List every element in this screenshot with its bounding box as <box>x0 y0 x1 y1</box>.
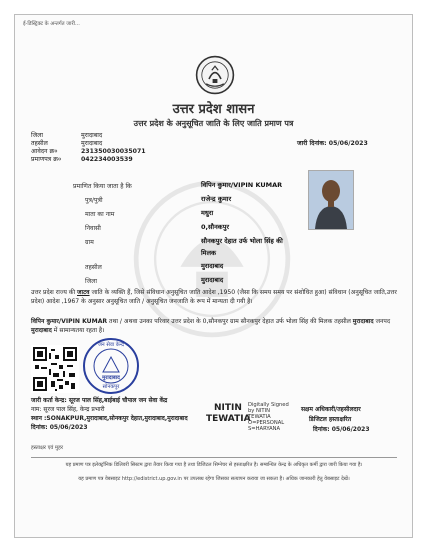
caste-name: जाटव <box>77 289 90 296</box>
digital-signature-note: Digitally Signed by NITIN TEWATIA O=PERSONAL S=HARYANA <box>248 402 289 432</box>
residence-name: विपिन कुमार/VIPIN KUMAR <box>31 318 108 325</box>
tehsil-field-value: मुरादाबाद <box>201 262 224 270</box>
mother-value: मधुरा <box>201 209 214 217</box>
caste-paragraph <box>31 288 397 306</box>
tehsil-field-label: तहसील <box>85 264 102 271</box>
authority-title: सक्षम अधिकारी/तहसीलदार <box>301 406 361 413</box>
authority-digital-signed: डिजिटल हस्ताक्षरित <box>309 416 352 423</box>
seal-top-text: जन सेवा केन्द्र <box>97 342 125 348</box>
operator-location: स्थान :SONAKPUR,मुरादाबाद,सोनकपुर देहात,मुरादाबाद,मुरादाबाद <box>31 415 188 422</box>
watermark-emblem-icon <box>133 180 291 338</box>
certificate-page <box>14 14 413 538</box>
district-field-label: जिला <box>85 278 97 285</box>
issuing-center: जारी कर्ता केन्द्र: सूरज पाल सिंह,बाईबाई चौपाल जन सेवा केंद्र <box>31 397 168 404</box>
certificate-subtitle: उत्तर प्रदेश के अनुसूचित जाति के लिए जाति प्रमाण पत्र <box>133 119 294 128</box>
up-government-emblem-icon <box>195 55 235 95</box>
district-label: जिला <box>31 132 43 139</box>
certificate-no-label: प्रमाणपत्र क्र० <box>31 156 62 163</box>
resident-value: 0,सौनकपुर <box>201 223 230 231</box>
resident-label: निवासी <box>85 225 101 232</box>
signature-label: हस्ताक्षर एवं मुहर <box>31 445 63 451</box>
certificate-no-value: 042234003539 <box>81 156 133 163</box>
village-value-line1: सौनकपुर देहात उर्फ भोला सिंह की <box>201 237 283 245</box>
certify-value: विपिन कुमार/VIPIN KUMAR <box>201 181 283 189</box>
issue-date: जारी दिनांक: 05/06/2023 <box>297 140 368 147</box>
signer-last-name: TEWATIA <box>206 414 251 424</box>
signer-first-name: NITIN <box>214 403 242 413</box>
top-note: ई-डिस्ट्रिक्ट के अन्तर्गत जारी... <box>23 21 80 27</box>
tehsil-label: तहसील <box>31 140 48 147</box>
tehsil-value: मुरादाबाद <box>81 140 103 147</box>
footer-line-1: यह प्रमाण पत्र इलेक्ट्रॉनिक डिलिवरी सिस्टम द्वारा तैयार किया गया है तथा डिजिटल सिग्नेचर से हस्ताक्षरित है। सम्बन्धित केन्द्र के अधिकृत कर्मी द्वारा जारी किया गया है। <box>65 462 363 468</box>
operator-name: नाम: सूरज पाल सिंह, केन्द्र प्रभारी <box>31 406 105 413</box>
service-center-seal <box>82 337 140 395</box>
district-value: मुरादाबाद <box>81 132 103 139</box>
government-title: उत्तर प्रदेश शासन <box>172 102 255 117</box>
caste-paragraph-start: उत्तर प्रदेश राज्य की <box>31 289 76 296</box>
caste-paragraph-rest: जाति के व्यक्ति हैं, जिसे संविधान अनुसूचित जाति आदेश ,1950 (जैसा कि समय समय पर संशोधित हुआ) संविधान (अनुसूचित जाति,उत्तर प्रदेश) आदेश ,1967 के अनुसार अनुसूचित जाति / अनुसूचित जनजाति के रूप में मान्यता दी गयी है। <box>31 289 397 305</box>
certify-label: प्रमाणित किया जाता है कि <box>73 183 132 190</box>
residence-district: मुरादाबाद <box>31 327 52 334</box>
authority-date: दिनांक: 05/06/2023 <box>313 426 370 433</box>
son-of-label: पुत्र/पुत्री <box>85 197 103 204</box>
seal-center-text: मुरादाबाद <box>102 375 120 381</box>
residence-tehsil: मुरादाबाद <box>352 318 374 325</box>
qr-code <box>31 345 79 393</box>
application-no-label: आवेदन क्र० <box>31 148 58 155</box>
operator-date: दिनांक: 05/06/2023 <box>31 424 88 431</box>
residence-district-label: जनपद <box>375 318 391 325</box>
footer-divider <box>31 457 397 458</box>
footer-line-2: यह प्रमाण पत्र वेबसाइट http://edistrict.up.gov.in पर उपलब्ध रहेगा जिसका सत्यापन कराया जा सकता है। अधिक जानकारी हेतु वेबसाइट देखें। <box>78 476 350 482</box>
person-photo-icon <box>309 171 353 229</box>
residence-paragraph <box>31 317 397 335</box>
application-no-value: 231350030035071 <box>81 148 146 155</box>
village-value-line2: मिलक <box>201 249 216 257</box>
mother-label: माता का नाम <box>85 211 115 218</box>
residence-text: तथा / अथवा उनका परिवार उत्तर प्रदेश के 0,सौनकपुर ग्राम सौनकपुर देहात उर्फ भोला सिंह की मिलक तहसील <box>109 318 351 325</box>
village-label: ग्राम <box>85 239 94 246</box>
residence-end: में सामान्यतया रहता है। <box>53 327 105 334</box>
son-of-value: राजेन्द्र कुमार <box>201 195 232 203</box>
district-field-value: मुरादाबाद <box>201 276 224 284</box>
applicant-photo <box>308 170 354 230</box>
seal-bottom-text: सोनकपुर <box>102 384 120 390</box>
